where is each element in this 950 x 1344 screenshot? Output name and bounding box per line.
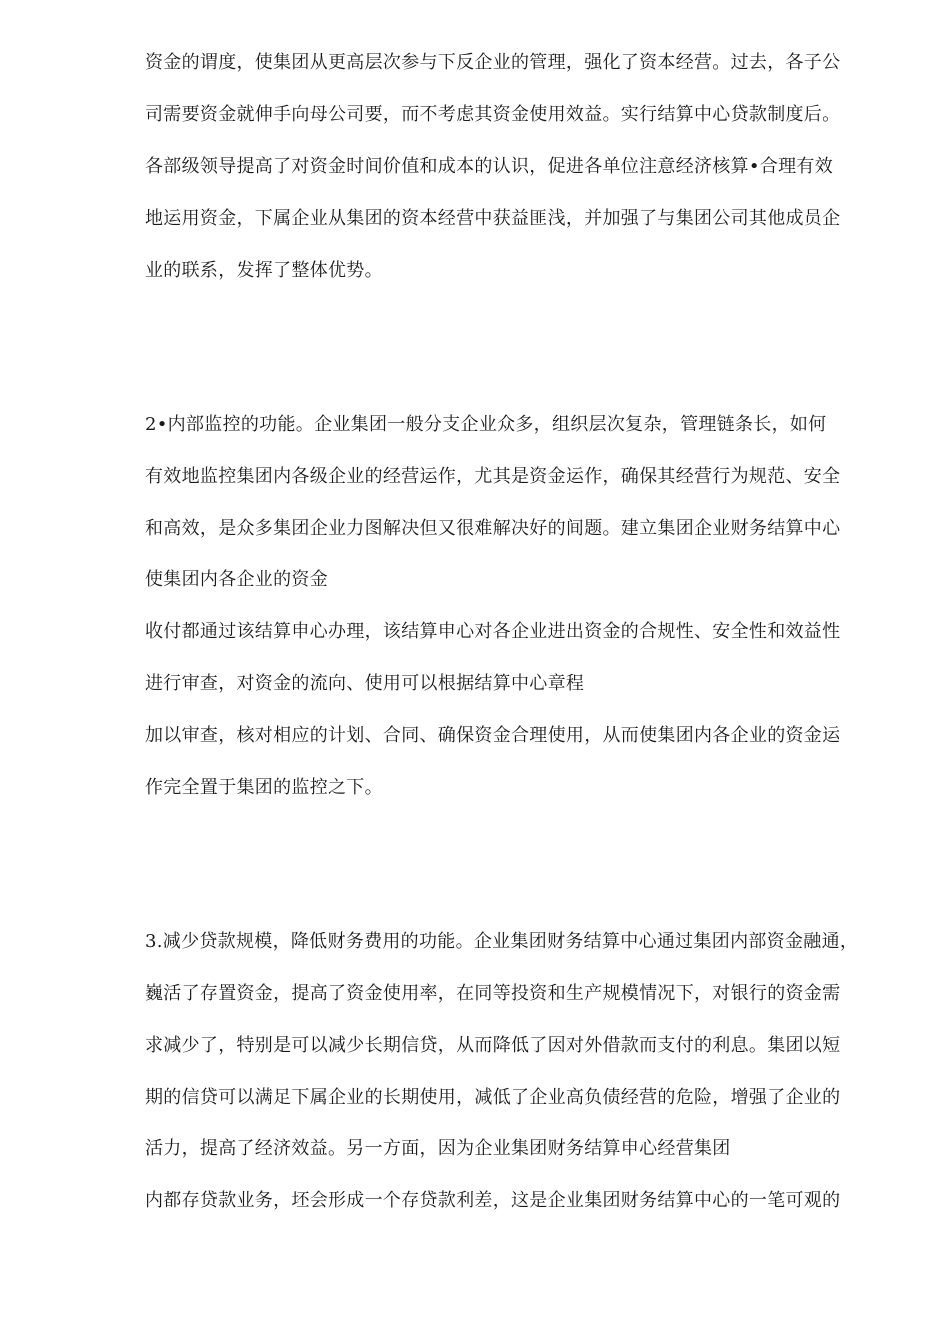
paragraph-2-line-1: 2•内部监控的功能。企业集团一般分支企业众多，组织层次复杂，管理链条长，如何 xyxy=(145,414,827,435)
paragraph-2-line-5: 收付都通过该结算申心办理，该结算申心对各企业进出资金的合规性、安全性和效益性 xyxy=(145,621,841,642)
paragraph-1-line-2: 司需要资金就伸手向母公司要，而不考虑其资金使用效益。实行结算中心贷款制度后。 xyxy=(145,104,841,125)
paragraph-2-line-2: 有效地监控集团内各级企业的经营运作，尤其是资金运作，确保其经营行为规范、安全 xyxy=(145,466,841,487)
paragraph-1-line-4: 地运用资金，下属企业从集团的资本经营中获益匪浅，并加强了与集团公司其他成员企 xyxy=(145,208,841,229)
paragraph-3-line-2: 巍活了存置资金，提高了资金使用率，在同等投资和生产规模情况下，对银行的资金需 xyxy=(145,983,841,1004)
paragraph-2-line-8: 作完全置于集团的监控之下。 xyxy=(145,777,383,798)
paragraph-3-line-5: 活力，提高了经济效益。另一方面，因为企业集团财务结算申心经营集团 xyxy=(145,1138,731,1159)
paragraph-2-line-7: 加以审查，核对相应的计划、合同、确保资金合理使用，从而使集团内各企业的资金运 xyxy=(145,725,841,746)
paragraph-2-line-4: 使集团内各企业的资金 xyxy=(145,569,328,590)
paragraph-3-line-3: 求减少了，特别是可以减少长期信贷，从而降低了因对外借款而支付的利息。集团以短 xyxy=(145,1035,841,1056)
paragraph-3-line-4: 期的信贷可以满足下属企业的长期使用，减低了企业高负债经营的危险，增强了企业的 xyxy=(145,1087,841,1108)
paragraph-1-line-5: 业的联系，发挥了整体优势。 xyxy=(145,260,383,281)
paragraph-3-line-1: 3.减少贷款规模，降低财务费用的功能。企业集团财务结算中心通过集团内部资金融通， xyxy=(145,931,859,952)
paragraph-1-line-1: 资金的谓度，使集团从更高层次参与下反企业的管理，强化了资本经营。过去，各子公 xyxy=(145,52,841,73)
paragraph-2-line-6: 进行审查，对资金的流向、使用可以根据结算中心章程 xyxy=(145,673,585,694)
paragraph-3-line-6: 内都存贷款业务，坯会形成一个存贷款利差，这是企业集团财务结算中心的一笔可观的 xyxy=(145,1190,841,1211)
paragraph-2-line-3: 和高效，是众多集团企业力图解决但又很难解决好的间题。建立集团企业财务结算中心 xyxy=(145,518,841,539)
paragraph-1-line-3: 各部级领导提高了对资金时间价值和成本的认识，促进各单位注意经济核算•合理有效 xyxy=(145,156,834,177)
